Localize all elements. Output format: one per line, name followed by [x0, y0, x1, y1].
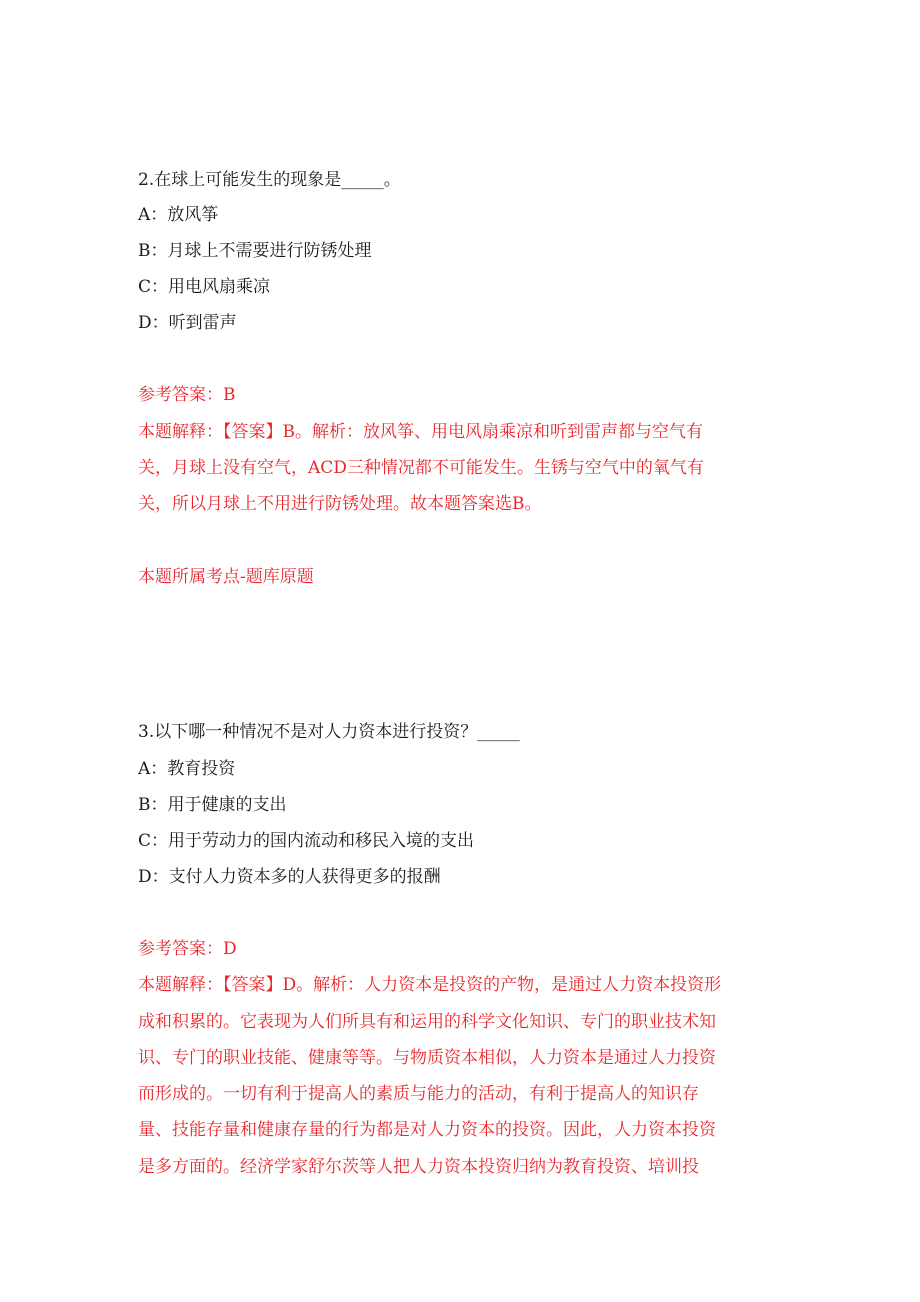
question-2-stem: 2.在球上可能发生的现象是_____。	[138, 170, 401, 190]
question-2-option-c: C：用电风扇乘凉	[138, 277, 271, 297]
question-3-explanation-line-1: 本题解释：【答案】D。解析：人力资本是投资的产物，是通过人力资本投资形	[138, 975, 722, 995]
question-2-explanation-line-2: 关，月球上没有空气，ACD三种情况都不可能发生。生锈与空气中的氧气有	[138, 458, 704, 478]
question-3-answer: 参考答案：D	[138, 939, 237, 959]
question-3-explanation-line-4: 而形成的。一切有利于提高人的素质与能力的活动，有利于提高人的知识存	[138, 1084, 699, 1104]
question-2-option-d: D：听到雷声	[138, 313, 237, 333]
question-3-option-b: B：用于健康的支出	[138, 795, 287, 815]
question-3-explanation-line-6: 是多方面的。经济学家舒尔茨等人把人力资本投资归纳为教育投资、培训投	[138, 1157, 699, 1177]
question-2-answer: 参考答案：B	[138, 385, 236, 405]
question-2-explanation-line-1: 本题解释：【答案】B。解析：放风筝、用电风扇乘凉和听到雷声都与空气有	[138, 422, 703, 442]
question-2-explanation-line-3: 关，所以月球上不用进行防锈处理。故本题答案选B。	[138, 494, 542, 514]
question-3-explanation-line-2: 成和积累的。它表现为人们所具有和运用的科学文化知识、专门的职业技术知	[138, 1012, 716, 1032]
question-2-knowledge-point: 本题所属考点-题库原题	[138, 567, 314, 587]
question-2-option-a: A：放风筝	[138, 205, 219, 225]
question-3-option-c: C：用于劳动力的国内流动和移民入境的支出	[138, 831, 475, 851]
question-3-option-a: A：教育投资	[138, 759, 236, 779]
question-3-explanation-line-5: 量、技能存量和健康存量的行为都是对人力资本的投资。因此，人力资本投资	[138, 1120, 716, 1140]
question-3-option-d: D：支付人力资本多的人获得更多的报酬	[138, 867, 441, 887]
question-2-option-b: B：月球上不需要进行防锈处理	[138, 241, 372, 261]
question-3-stem: 3.以下哪一种情况不是对人力资本进行投资？_____	[138, 722, 520, 742]
question-3-explanation-line-3: 识、专门的职业技能、健康等等。与物质资本相似，人力资本是通过人力投资	[138, 1048, 716, 1068]
